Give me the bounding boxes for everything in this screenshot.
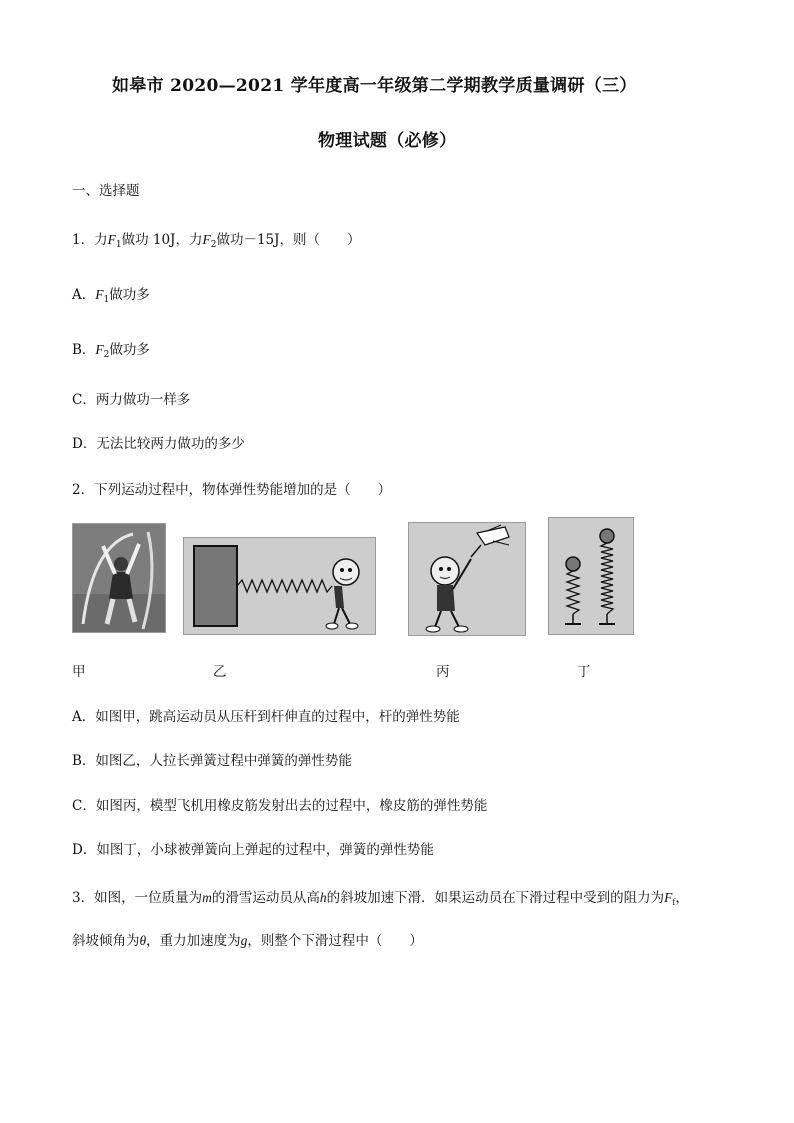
question-number: 1． <box>72 232 95 248</box>
spring-pull-illustration <box>184 538 375 634</box>
figure-spring-pull <box>183 537 376 635</box>
model-plane-illustration <box>409 523 525 635</box>
figure-pole-vault <box>72 523 166 633</box>
force-symbol: F <box>664 890 673 905</box>
stem-text: ， <box>675 890 689 906</box>
figure-ball-springs <box>548 517 634 635</box>
stem-text: 做功 10J，力 <box>121 232 203 248</box>
page-subtitle: 物理试题（必修） <box>318 131 457 151</box>
gravity-symbol: g <box>240 933 248 948</box>
angle-symbol: θ <box>139 933 147 948</box>
q2-option-d: D．如图丁，小球被弹簧向上弹起的过程中，弹簧的弹性势能 <box>72 842 434 858</box>
force-symbol: F <box>95 342 104 357</box>
stem-text: ，则整个下滑过程中（ ） <box>247 933 423 949</box>
subscript: 1 <box>115 240 122 250</box>
stem-text: ，重力加速度为 <box>146 933 241 949</box>
force-symbol: F <box>202 232 211 247</box>
option-text: 做功多 <box>109 342 150 358</box>
section-heading: 一、选择题 <box>72 183 140 199</box>
option-label: B． <box>72 342 96 358</box>
q1-option-d: D．无法比较两力做功的多少 <box>72 436 245 452</box>
subscript: 2 <box>210 240 217 250</box>
q1-option-c: C．两力做功一样多 <box>72 392 191 408</box>
option-label: A． <box>72 287 96 303</box>
force-symbol: F <box>95 287 104 302</box>
figure-label-bing: 丙 <box>436 664 450 680</box>
pole-vault-illustration <box>73 524 165 632</box>
figure-label-jia: 甲 <box>72 664 86 680</box>
question-2-stem: 2．下列运动过程中，物体弹性势能增加的是（ ） <box>72 482 392 498</box>
q1-option-b <box>72 338 150 360</box>
subscript: f <box>672 897 676 907</box>
q2-option-c: C．如图丙，模型飞机用橡皮筋发射出去的过程中，橡皮筋的弹性势能 <box>72 798 488 814</box>
option-text: 做功多 <box>109 287 150 303</box>
q2-option-b: B．如图乙，人拉长弹簧过程中弹簧的弹性势能 <box>72 753 352 769</box>
q2-option-a: A．如图甲，跳高运动员从压杆到杆伸直的过程中，杆的弹性势能 <box>72 709 460 725</box>
page-title: 如皋市 2020—2021 学年度高一年级第二学期教学质量调研（三） <box>112 76 637 96</box>
force-symbol: F <box>107 232 116 247</box>
subscript: 2 <box>103 350 110 360</box>
mass-symbol: m <box>202 890 212 905</box>
question-1-stem <box>72 228 361 250</box>
figure-label-ding: 丁 <box>577 664 591 680</box>
figure-model-plane <box>408 522 526 636</box>
stem-text: 斜坡倾角为 <box>72 933 140 949</box>
ball-springs-illustration <box>549 518 633 634</box>
stem-text: 的滑雪运动员从高 <box>211 890 320 906</box>
question-3-line-1 <box>72 886 689 907</box>
stem-text: 3．如图，一位质量为 <box>72 890 203 906</box>
stem-text: 的斜坡加速下滑．如果运动员在下滑过程中受到的阻力为 <box>326 890 665 906</box>
q1-option-a <box>72 283 150 305</box>
stem-text: 力 <box>94 232 108 248</box>
height-symbol: h <box>319 890 327 905</box>
stem-text: 做功－15J，则（ ） <box>216 232 361 248</box>
question-3-line-2 <box>72 929 423 949</box>
subscript: 1 <box>103 295 110 305</box>
figure-label-yi: 乙 <box>213 664 227 680</box>
